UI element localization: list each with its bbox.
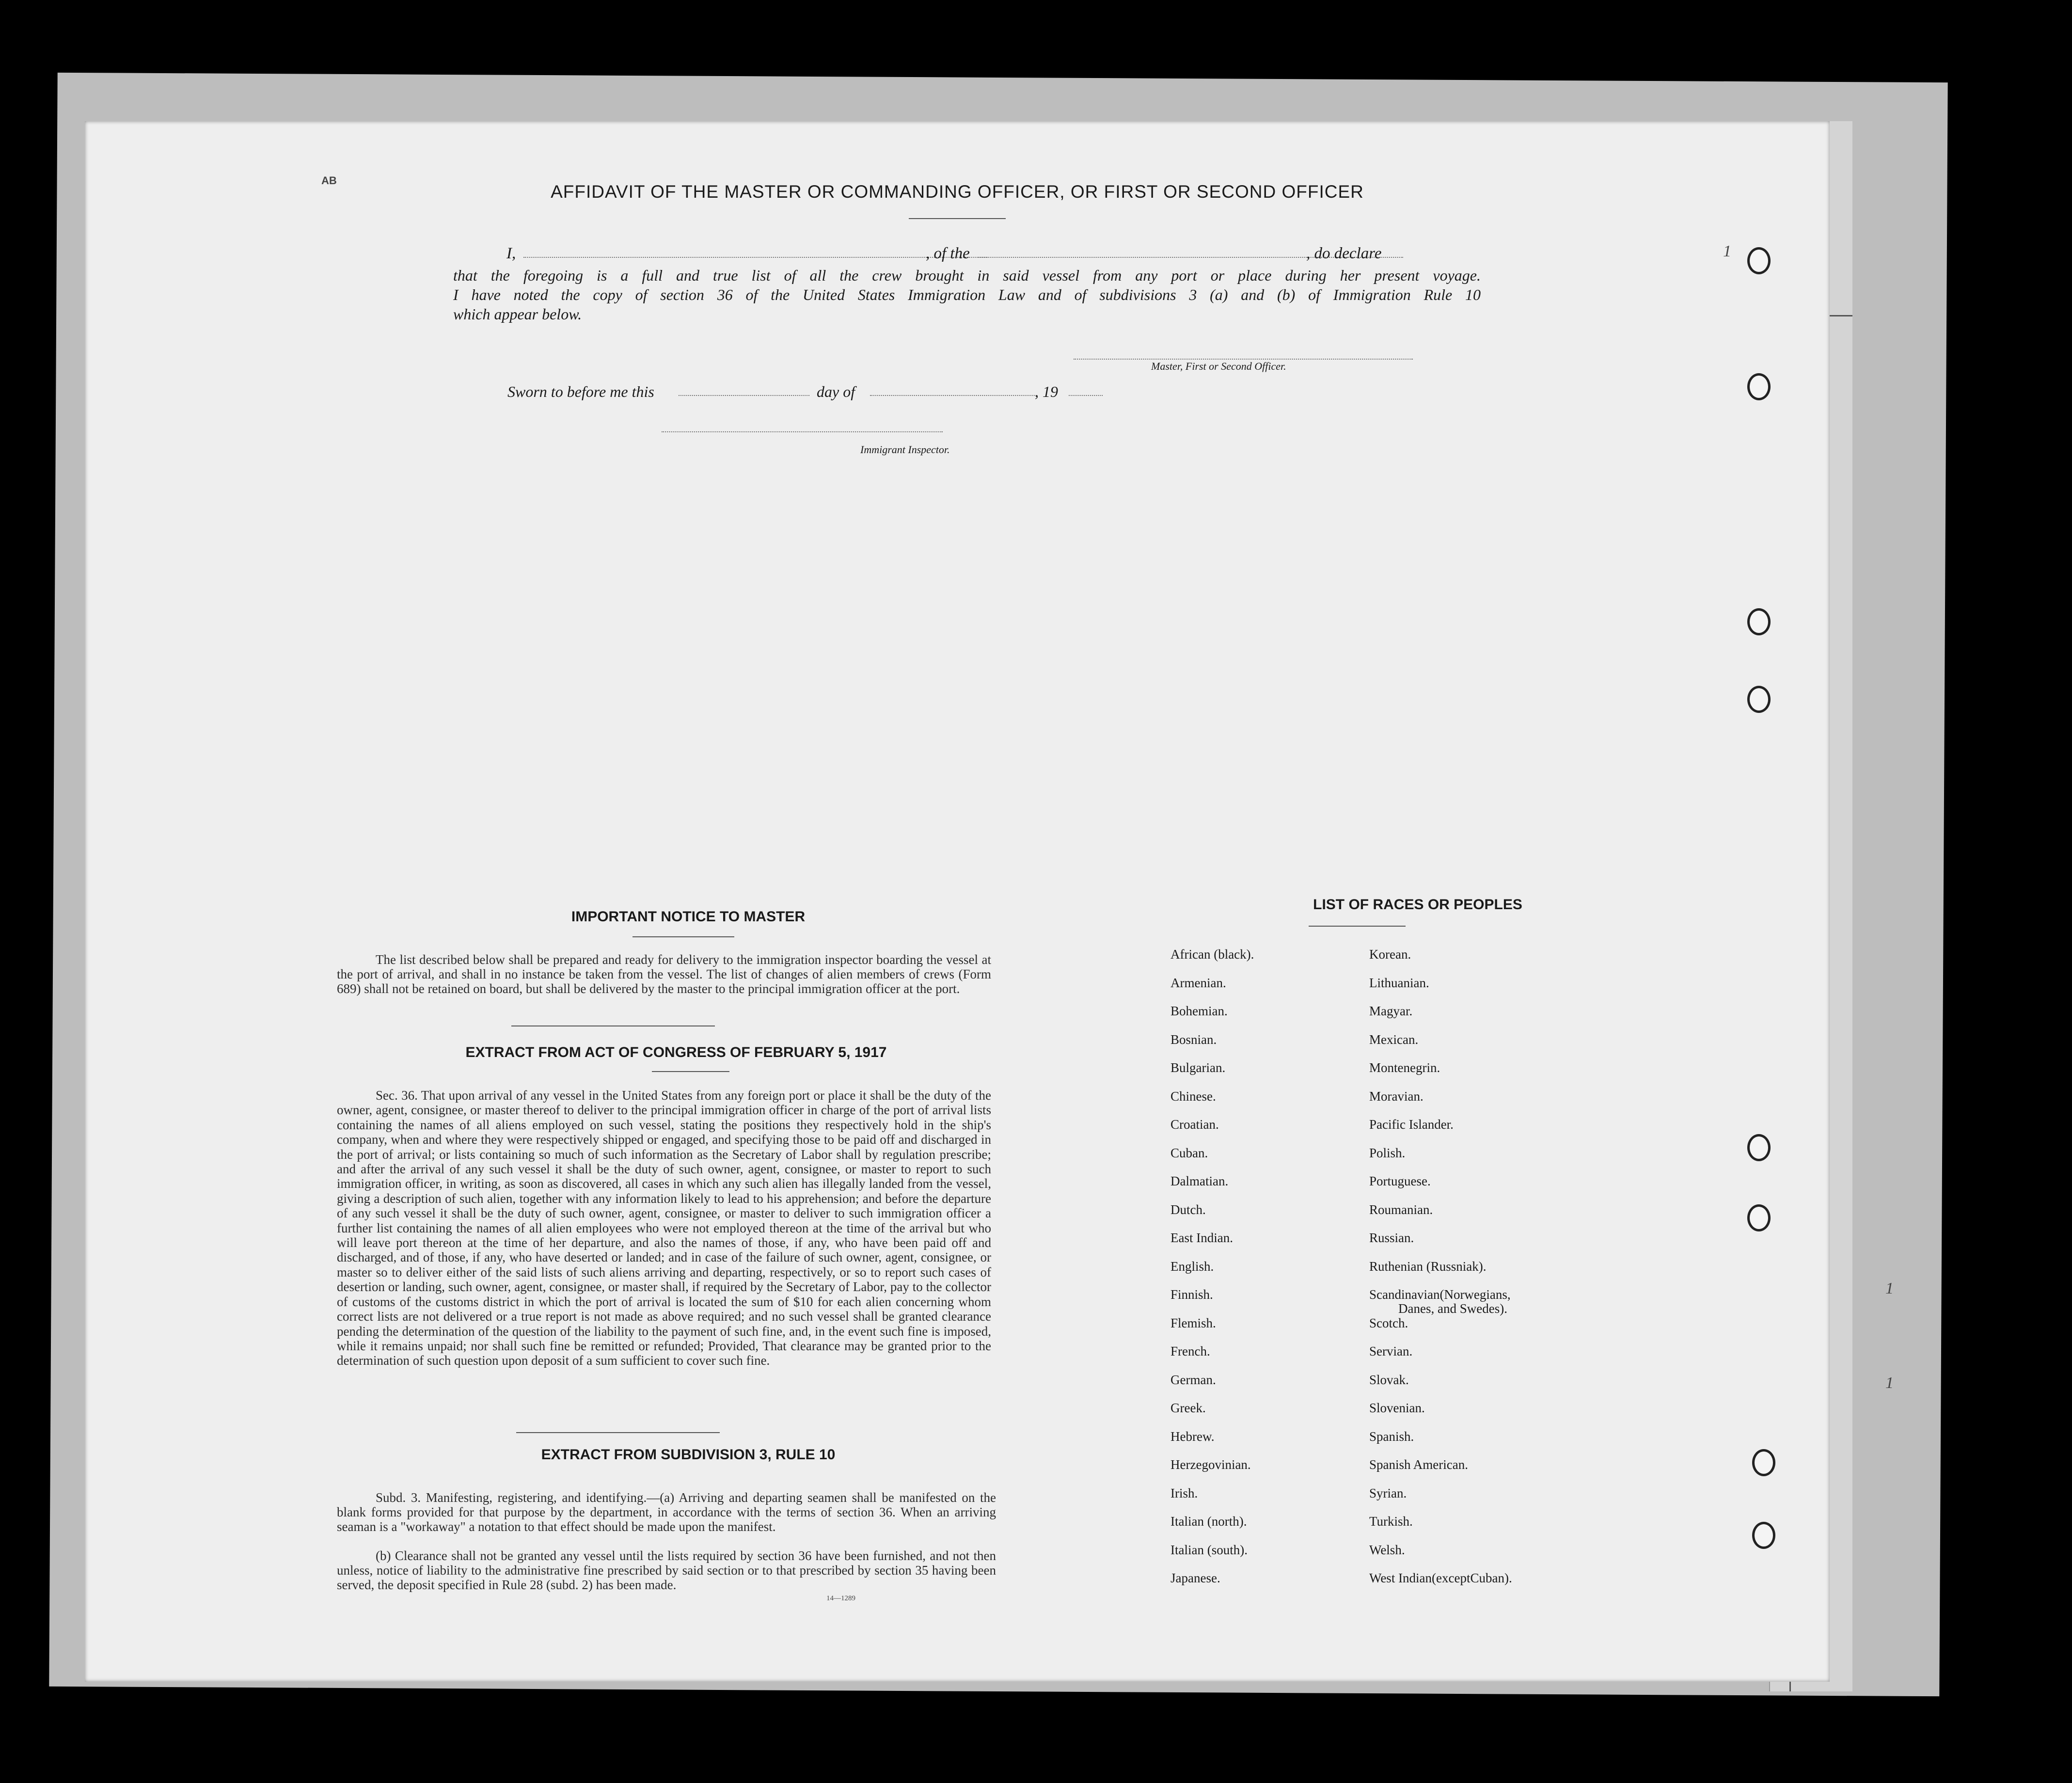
race-item: Slovak.	[1369, 1372, 1409, 1387]
race-item: Hebrew.	[1170, 1429, 1215, 1444]
race-item: Syrian.	[1369, 1485, 1407, 1500]
affidavit-line-3: I have noted the copy of section 36 of the United States Immigration Law and of subdivisions 3 (a) and (b) of Immigration Rule 10	[453, 286, 1481, 303]
race-item: Irish.	[1170, 1485, 1198, 1500]
affidavit-line-2: that the foregoing is a full and true list of all the crew brought in said vessel from any port or place during her present voyage.	[453, 267, 1481, 284]
day-of-label: day of	[817, 383, 855, 400]
race-item: Portuguese.	[1369, 1174, 1431, 1188]
race-item: Italian (north).	[1170, 1514, 1247, 1529]
punch-hole	[1752, 1522, 1775, 1549]
signature-field	[1074, 359, 1413, 360]
race-item: Flemish.	[1170, 1315, 1216, 1330]
race-item: Russian.	[1369, 1231, 1414, 1245]
margin-mark: 1	[1885, 1279, 1894, 1297]
race-item: Moravian.	[1369, 1089, 1424, 1104]
declarant-name-field	[523, 257, 989, 258]
rule-extract-text-a: Subd. 3. Manifesting, registering, and identifying.—(a) Arriving and departing seamen shall be manifested on the blank forms provided for that purpose by the department, in accordance with the terms of section 36. When an arriving seaman is a "workaway" a notation to that effect should be made upon the manifest.	[337, 1490, 996, 1534]
race-item: Slovenian.	[1369, 1401, 1425, 1415]
declarant-label: I,	[506, 245, 516, 262]
notice-title: IMPORTANT NOTICE TO MASTER	[571, 909, 806, 925]
inspector-label: Immigrant Inspector.	[860, 443, 950, 456]
race-item: Armenian.	[1170, 975, 1226, 990]
race-item: Roumanian.	[1369, 1202, 1433, 1217]
race-item: Italian (south).	[1170, 1542, 1248, 1557]
rule-extract-text-b: (b) Clearance shall not be granted any vessel until the lists required by section 36 have been furnished, and not then unless, notice of liability to the administrative fine prescribed by said section or to that prescribed by section 35 having been served, the deposit specified in Rule 28 (subd. 2) has been made.	[337, 1548, 996, 1592]
race-item: Scotch.	[1369, 1315, 1408, 1330]
race-item: Scandinavian(Norwegians,	[1369, 1287, 1511, 1302]
races-title: LIST OF RACES OR PEOPLES	[1313, 897, 1522, 913]
punch-hole	[1747, 373, 1771, 400]
race-item: African (black).	[1170, 947, 1254, 962]
race-item: German.	[1170, 1372, 1216, 1387]
margin-mark: 1	[1885, 1374, 1894, 1392]
race-item: Korean.	[1369, 947, 1411, 962]
punch-hole	[1752, 1449, 1775, 1476]
form-number: 14—1289	[826, 1594, 855, 1602]
punch-hole	[1747, 1204, 1771, 1231]
affidavit-title: AFFIDAVIT OF THE MASTER OR COMMANDING OFFICER, OR FIRST OR SECOND OFFICER	[551, 182, 1364, 202]
race-item: Spanish American.	[1369, 1457, 1468, 1472]
rule-extract-title: EXTRACT FROM SUBDIVISION 3, RULE 10	[541, 1447, 836, 1463]
race-item: Polish.	[1369, 1145, 1406, 1160]
race-item: French.	[1170, 1344, 1210, 1358]
act-extract-text: Sec. 36. That upon arrival of any vessel in the United States from any foreign port or place it shall be the duty of the owner, agent, consignee, or master thereof to deliver to the principal immigration officer in charge of the port of arrival lists containing the names of all aliens employed on such vessel, stating the positions they respectively hold in the ship's company, when and where they were respectively shipped or engaged, and specifying those to be paid off and discharged in the port of arrival; or lists containing so much of such information as the Secretary of Labor shall by regulation prescribe; and after the arrival of any such vessel it shall be the duty of such owner, agent, consignee, or master to report to such immigration officer, in writing, as soon as discovered, all cases in which any such alien has illegally landed from the vessel, giving a description of such alien, together with any information likely to lead to his apprehension; and before the departure of any such vessel it shall be the duty of such owner, agent, consignee, or master to deliver to such immigration officer a further list containing the names of all alien employees who were not employed thereon at the time of the arrival but who will leave port thereon at the time of her departure, and also the names of those, if any, who have been paid off and discharged, and of those, if any, who have deserted or landed; and in case of the failure of such owner, agent, consignee, or master so to deliver either of the said lists of such aliens arriving and departing, respectively, or so to report such cases of desertion or landing, such owner, agent, consignee, or master shall, if required by the Secretary of Labor, pay to the collector of customs of the customs district in which the port of arrival is located the sum of $10 for each alien concerning whom correct lists are not delivered or a true report is not made as above required; and no such vessel shall be granted clearance pending the determination of the question of the liability to the payment of such fine, and, in the event such fine is imposed, while it remains unpaid; nor shall such fine be remitted or refunded; Provided, That clearance may be granted prior to the determination of such question upon deposit of a sum sufficient to cover such fine.	[337, 1088, 991, 1368]
race-item: Croatian.	[1170, 1117, 1219, 1132]
sworn-label: Sworn to before me this	[507, 383, 654, 400]
races-rule	[1309, 926, 1406, 927]
races-column-1	[1170, 940, 1254, 1593]
race-item: Magyar.	[1369, 1004, 1413, 1018]
race-item: English.	[1170, 1259, 1214, 1274]
race-item: Bulgarian.	[1170, 1060, 1226, 1075]
act-rule	[652, 1071, 729, 1072]
race-item: Dutch.	[1170, 1202, 1206, 1217]
sworn-day-field	[679, 395, 809, 396]
race-item: Finnish.	[1170, 1287, 1213, 1302]
race-item: Cuban.	[1170, 1145, 1208, 1160]
race-item: Bohemian.	[1170, 1004, 1228, 1018]
corner-mark: AB	[321, 174, 337, 187]
punch-hole	[1747, 686, 1771, 713]
race-item: Montenegrin.	[1369, 1060, 1440, 1075]
notice-text: The list described below shall be prepared and ready for delivery to the immigration inspector boarding the vessel at the port of arrival, and shall in no instance be taken from the vessel. The list of changes of alien members of crews (Form 689) shall not be retained on board, but shall be delivered by the master to the principal immigration officer at the port.	[337, 952, 991, 996]
race-item: Bosnian.	[1170, 1032, 1217, 1047]
notice-rule	[633, 936, 734, 937]
race-item: Mexican.	[1369, 1032, 1419, 1047]
race-item: Turkish.	[1369, 1514, 1413, 1529]
race-item: Spanish.	[1369, 1429, 1414, 1444]
races-continuation: Danes, and Swedes).	[1398, 1301, 1507, 1316]
race-item: Servian.	[1369, 1344, 1413, 1358]
inspector-signature-field	[662, 431, 943, 432]
punch-hole	[1747, 608, 1771, 635]
race-item: Pacific Islander.	[1369, 1117, 1454, 1132]
signature-label: Master, First or Second Officer.	[1151, 360, 1286, 372]
act-divider	[516, 1432, 720, 1433]
race-item: Greek.	[1170, 1401, 1206, 1415]
punch-hole	[1747, 1134, 1771, 1161]
title-rule	[909, 218, 1006, 219]
race-item: Japanese.	[1170, 1571, 1220, 1585]
sworn-year-field	[1069, 395, 1103, 396]
race-item: Lithuanian.	[1369, 975, 1429, 990]
punch-hole	[1747, 247, 1771, 274]
year-label: , 19	[1035, 383, 1058, 400]
act-extract-title: EXTRACT FROM ACT OF CONGRESS OF FEBRUARY 5, 1917	[465, 1044, 887, 1060]
manifest-page	[85, 121, 1830, 1682]
sworn-month-field	[870, 395, 1037, 396]
affidavit-line-4: which appear below.	[453, 305, 582, 323]
race-item: Chinese.	[1170, 1089, 1216, 1104]
races-column-2	[1369, 940, 1512, 1593]
race-item: West Indian(exceptCuban).	[1369, 1571, 1512, 1585]
race-item: East Indian.	[1170, 1231, 1233, 1245]
declare-label: , do declare	[1306, 245, 1382, 262]
vessel-label: , of the	[926, 245, 970, 262]
race-item: Herzegovinian.	[1170, 1457, 1251, 1472]
race-item: Welsh.	[1369, 1542, 1405, 1557]
race-item: Ruthenian (Russniak).	[1369, 1259, 1487, 1274]
race-item: Dalmatian.	[1170, 1174, 1229, 1188]
margin-mark: 1	[1723, 242, 1731, 260]
